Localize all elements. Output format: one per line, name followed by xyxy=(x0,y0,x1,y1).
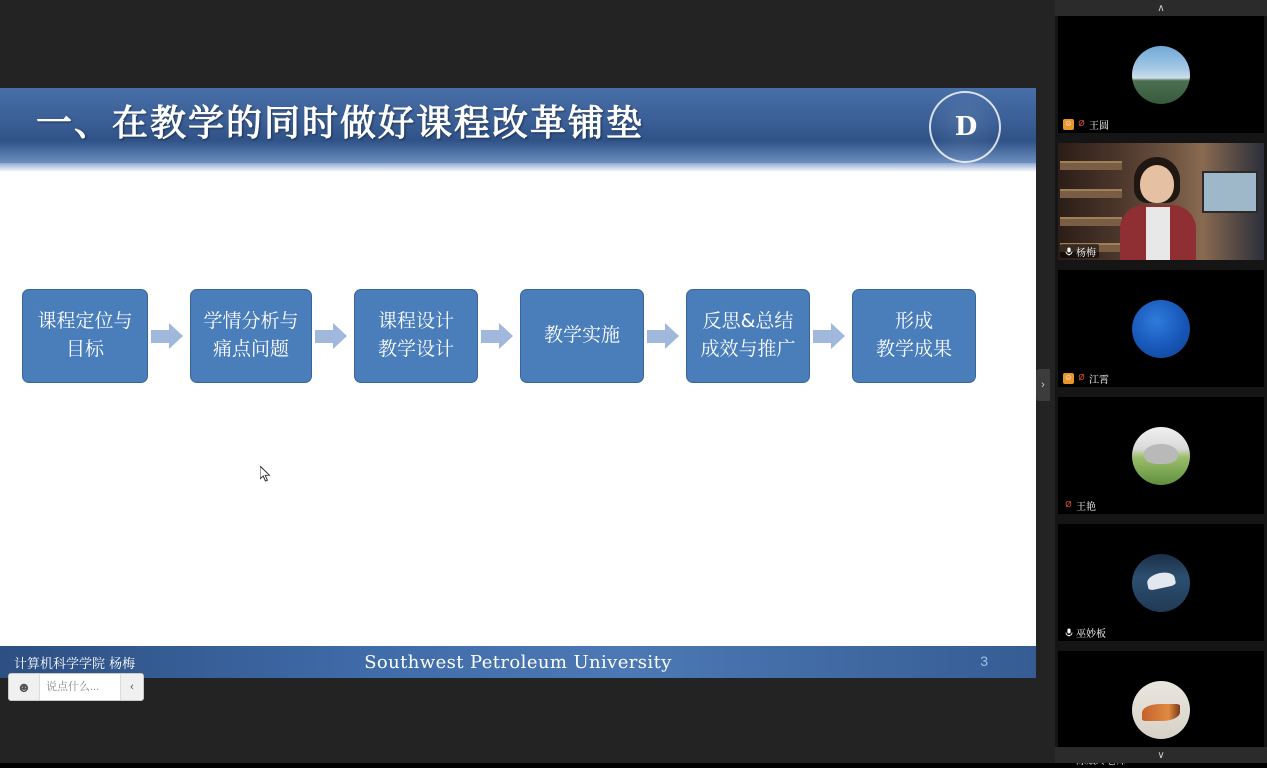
participant-name: 王圆 xyxy=(1089,120,1109,132)
participant-tile[interactable] xyxy=(1058,270,1264,387)
flow-step-line: 形成 xyxy=(894,310,933,333)
page-title: 一、在教学的同时做好课程改革铺垫 xyxy=(36,103,645,144)
participant-panel xyxy=(1055,0,1267,763)
flow-step xyxy=(354,289,478,383)
participant-tiles xyxy=(1055,16,1267,747)
process-flow-diagram xyxy=(22,286,1022,386)
chat-bar[interactable] xyxy=(8,673,144,701)
participant-tile[interactable] xyxy=(1058,397,1264,514)
presentation-slide xyxy=(0,88,1036,678)
participant-name: 巫妙板 xyxy=(1076,628,1106,640)
flow-step-line: 课程设计 xyxy=(377,310,454,333)
participant-tile[interactable] xyxy=(1058,16,1264,133)
flow-step-line: 反思&总结 xyxy=(702,310,794,333)
participant-name: 江霄 xyxy=(1089,374,1109,386)
avatar xyxy=(1132,681,1190,739)
flow-arrow-icon xyxy=(813,323,849,349)
flow-step xyxy=(686,289,810,383)
avatar xyxy=(1132,300,1190,358)
flow-step xyxy=(852,289,976,383)
avatar xyxy=(1132,554,1190,612)
flow-step-line: 课程定位与 xyxy=(37,310,133,333)
flow-step-line: 教学实施 xyxy=(543,324,620,347)
chevron-up-icon[interactable]: ∧ xyxy=(1055,0,1267,16)
mic-muted-icon: Ø xyxy=(1078,119,1085,128)
flow-arrow-icon xyxy=(481,323,517,349)
participant-tile[interactable] xyxy=(1058,524,1264,641)
slide-page-number: 3 xyxy=(980,653,988,669)
mic-on-icon xyxy=(1063,627,1074,638)
flow-step-line: 成效与推广 xyxy=(700,338,796,360)
flow-step xyxy=(190,289,312,383)
participant-nametag xyxy=(1060,117,1112,131)
smiley-icon[interactable]: ☻ xyxy=(9,674,40,700)
slide-footer-institution: Southwest Petroleum University xyxy=(364,652,672,673)
slide-title-band xyxy=(0,88,1036,163)
flow-step-line: 目标 xyxy=(65,338,104,360)
host-badge-icon: ☺ xyxy=(1064,119,1073,128)
flow-arrow-icon xyxy=(315,323,351,349)
flow-step-line: 痛点问题 xyxy=(212,338,289,360)
chat-input[interactable]: 说点什么... xyxy=(40,674,120,700)
mic-on-icon xyxy=(1063,246,1074,257)
participant-nametag xyxy=(1060,244,1099,258)
mic-muted-icon: Ø xyxy=(1078,373,1085,382)
chevron-down-icon[interactable]: ∨ xyxy=(1055,747,1267,763)
participant-tile-active-speaker[interactable] xyxy=(1058,143,1264,260)
participant-nametag xyxy=(1060,625,1109,639)
mic-muted-icon: Ø xyxy=(1065,500,1072,509)
webcam-video xyxy=(1058,143,1264,260)
host-badge-icon: ☺ xyxy=(1064,373,1073,382)
flow-arrow-icon xyxy=(647,323,683,349)
university-logo-icon xyxy=(929,91,1001,163)
flow-step xyxy=(22,289,148,383)
participant-nametag xyxy=(1060,371,1112,385)
chevron-left-icon[interactable]: ‹ xyxy=(120,674,143,700)
participant-name: 王艳 xyxy=(1076,501,1096,513)
panel-collapse-handle[interactable]: › xyxy=(1036,369,1050,401)
flow-step-line: 学情分析与 xyxy=(203,310,299,333)
participant-nametag xyxy=(1060,498,1099,512)
flow-arrow-icon xyxy=(151,323,187,349)
slide-footer-author: 计算机科学学院 杨梅 xyxy=(14,657,136,672)
participant-name: 杨梅 xyxy=(1076,247,1096,259)
flow-step xyxy=(520,289,644,383)
flow-step-line: 教学设计 xyxy=(377,338,454,360)
flow-step-line: 教学成果 xyxy=(875,338,952,360)
slide-footer xyxy=(0,646,1036,678)
avatar xyxy=(1132,46,1190,104)
logo-mark: D xyxy=(954,111,976,142)
avatar xyxy=(1132,427,1190,485)
